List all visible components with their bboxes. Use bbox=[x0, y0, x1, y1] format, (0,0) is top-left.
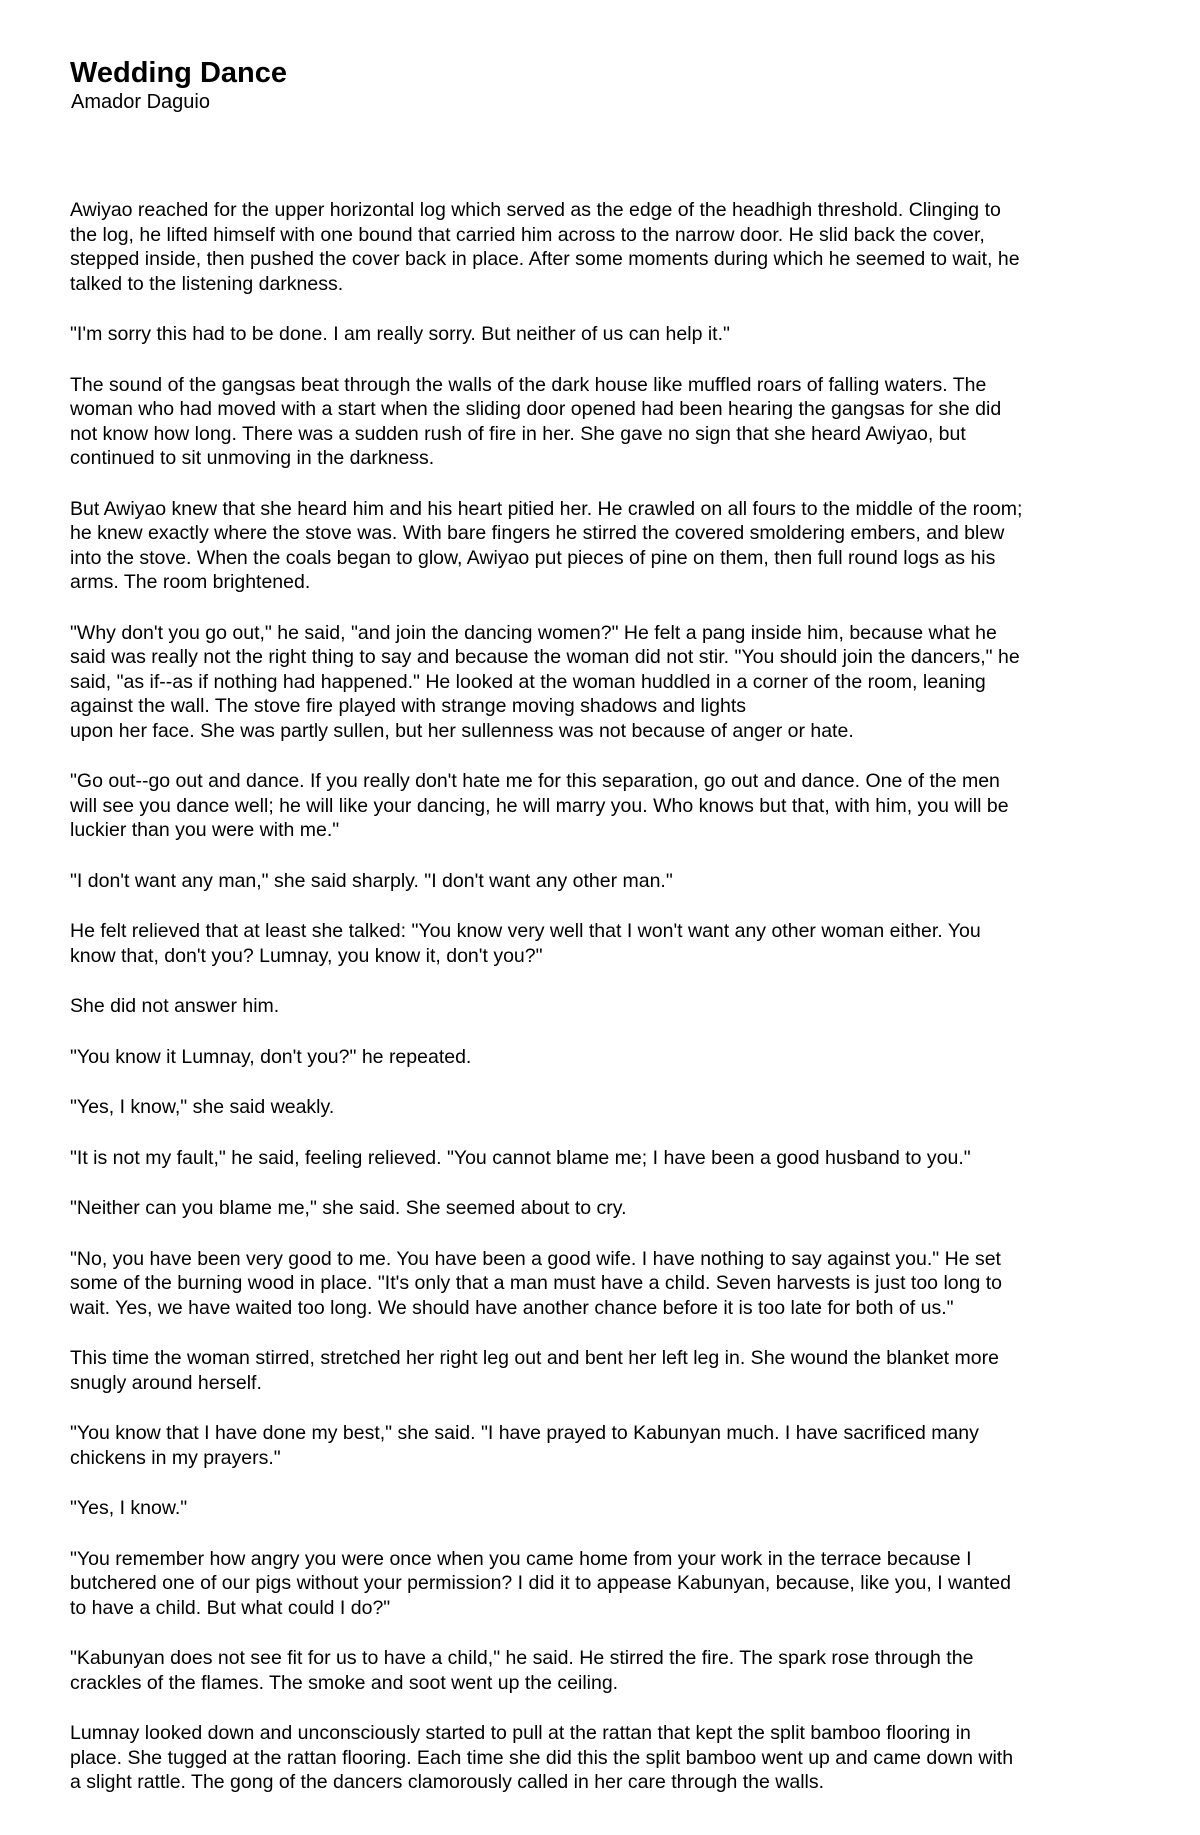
paragraph: "You know that I have done my best," she said. "I have prayed to Kabunyan much. I have sacrificed many chickens in my prayers." bbox=[70, 1422, 979, 1469]
paragraph: "Go out--go out and dance. If you really don't hate me for this separation, go out and dance. One of the men will see you dance well; he will like your dancing, he will marry you. Who knows but that, with him, you will be luckier than you were with me." bbox=[70, 770, 1009, 841]
document-body bbox=[70, 198, 1140, 1795]
paragraph: "You remember how angry you were once when you came home from your work in the terrace because I butchered one of our pigs without your permission? I did it to appease Kabunyan, because, like you, I wanted to have a child. But what could I do?" bbox=[70, 1547, 1011, 1619]
document-title: Wedding Dance bbox=[70, 57, 287, 89]
paragraph: "I'm sorry this had to be done. I am really sorry. But neither of us can help it." bbox=[70, 323, 730, 345]
paragraph: But Awiyao knew that she heard him and his heart pitied her. He crawled on all fours to the middle of the room; he knew exactly where the stove was. With bare fingers he stirred the covered smoldering embers, and blew into the stove. When the coals began to glow, Awiyao put pieces of pine on them, then full round logs as his arms. The room brightened. bbox=[70, 497, 1023, 593]
paragraph: Lumnay looked down and unconsciously started to pull at the rattan that kept the split bamboo flooring in place. She tugged at the rattan flooring. Each time she did this the split bamboo went up and came down with a slight rattle. The gong of the dancers clamorously called in her care through the walls. bbox=[70, 1722, 1014, 1793]
paragraph: "It is not my fault," he said, feeling relieved. "You cannot blame me; I have been a good husband to you." bbox=[70, 1146, 971, 1169]
paragraph: "Yes, I know." bbox=[70, 1497, 188, 1519]
paragraph: "I don't want any man," she said sharply. "I don't want any other man." bbox=[70, 869, 673, 892]
paragraph: He felt relieved that at least she talked: "You know very well that I won't want any other woman either. You know that, don't you? Lumnay, you know it, don't you?" bbox=[70, 920, 981, 967]
paragraph: Awiyao reached for the upper horizontal log which served as the edge of the headhigh threshold. Clinging to the log, he lifted himself with one bound that carried him across to the narrow door. He slid back the cover, stepped inside, then pushed the cover back in place. After some moments during which he seemed to wait, he talked to the listening darkness. bbox=[70, 199, 1020, 295]
paragraph: She did not answer him. bbox=[70, 995, 280, 1017]
paragraph: "Yes, I know," she said weakly. bbox=[70, 1096, 335, 1118]
paragraph: "No, you have been very good to me. You have been a good wife. I have nothing to say against you." He set some of the burning wood in place. "It's only that a man must have a child. Seven harvests is just too long to wait. Yes, we have waited too long. We should have another chance before it is too late for both of us." bbox=[70, 1247, 1002, 1319]
paragraph: "You know it Lumnay, don't you?" he repeated. bbox=[70, 1045, 472, 1068]
paragraph: The sound of the gangsas beat through the walls of the dark house like muffled roars of falling waters. The woman who had moved with a start when the sliding door opened had been hearing the gangsas for she did not know how long. There was a sudden rush of fire in her. She gave no sign that she heard Awiyao, but continued to sit unmoving in the darkness. bbox=[70, 373, 1002, 469]
paragraph: "Neither can you blame me," she said. She seemed about to cry. bbox=[70, 1197, 627, 1219]
paragraph: "Kabunyan does not see fit for us to have a child," he said. He stirred the fire. The spark rose through the crackles of the flames. The smoke and soot went up the ceiling. bbox=[70, 1647, 974, 1694]
document-page bbox=[70, 56, 1140, 1821]
paragraph: "Why don't you go out," he said, "and join the dancing women?" He felt a pang inside him, because what he said was really not the right thing to say and because the woman did not stir. "You should join the dancers," he said, "as if--as if nothing had happened." He looked at the woman huddled in a corner of the room, leaning against the wall. The stove fire played with strange moving shadows and lights upon her face. She was partly sullen, but her sullenness was not because of anger or hate. bbox=[70, 621, 1020, 742]
document-author: Amador Daguio bbox=[71, 91, 210, 113]
paragraph: This time the woman stirred, stretched her right leg out and bent her left leg in. She wound the blanket more snugly around herself. bbox=[70, 1347, 999, 1394]
